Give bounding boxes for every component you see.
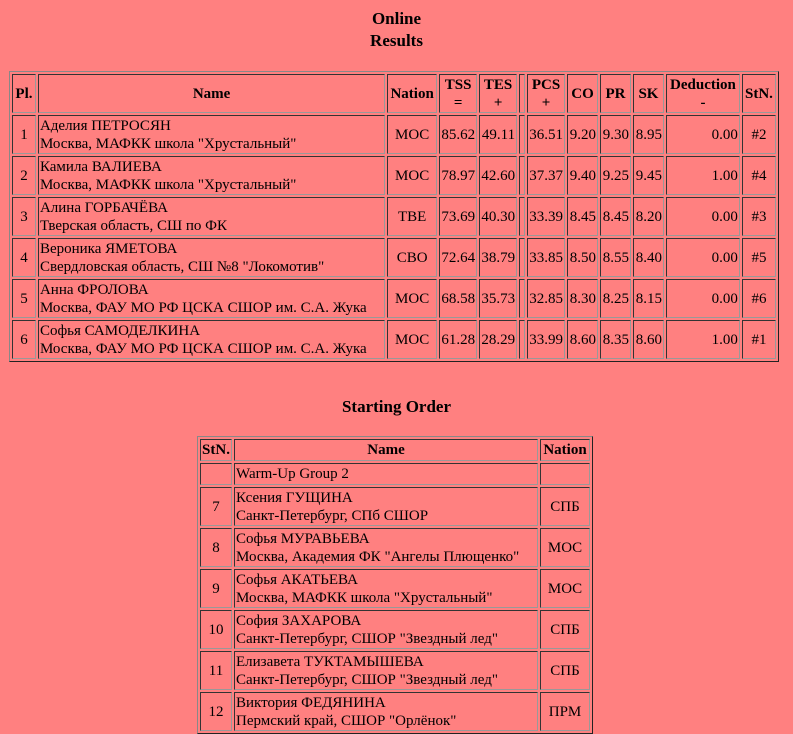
skater-name: Софья АКАТЬЕВА bbox=[236, 571, 358, 588]
cell-nation: MOC bbox=[387, 115, 437, 154]
cell-sk: 8.15 bbox=[633, 279, 664, 318]
skater-name: Софья МУРАВЬЕВА bbox=[236, 530, 370, 547]
results-title-line2: Results bbox=[370, 31, 423, 50]
skater-name: Анна ФРОЛОВА bbox=[39, 281, 149, 298]
col-header-stn: StN. bbox=[742, 74, 776, 113]
cell-nation: СВО bbox=[387, 238, 437, 277]
col-header-pcs bbox=[527, 74, 565, 113]
skater-name: Камила ВАЛИЕВА bbox=[39, 158, 162, 175]
col-header-deduction bbox=[666, 74, 740, 113]
cell-nation: MOC bbox=[387, 279, 437, 318]
cell-tes: 40.30 bbox=[479, 197, 517, 236]
cell-stn: #6 bbox=[742, 279, 776, 318]
cell-deduction: 0.00 bbox=[666, 279, 740, 318]
cell-co: 8.50 bbox=[567, 238, 598, 277]
order-row bbox=[200, 528, 590, 567]
skater-name: Вероника ЯМЕТОВА bbox=[39, 240, 178, 257]
skater-club: Санкт-Петербург, СПб СШОР bbox=[236, 507, 429, 524]
cell-tss: 73.69 bbox=[439, 197, 477, 236]
cell-co: 9.20 bbox=[567, 115, 598, 154]
cell-stn: 9 bbox=[200, 569, 232, 608]
skater-club: Москва, Академия ФК "Ангелы Плющенко" bbox=[236, 548, 520, 565]
cell-name bbox=[38, 320, 385, 359]
order-row bbox=[200, 692, 590, 731]
cell-sk: 8.20 bbox=[633, 197, 664, 236]
cell-stn: #2 bbox=[742, 115, 776, 154]
cell-sk: 8.40 bbox=[633, 238, 664, 277]
deduction-label: Deduction bbox=[670, 76, 736, 93]
cell-pr: 8.45 bbox=[600, 197, 631, 236]
cell-deduction: 0.00 bbox=[666, 115, 740, 154]
cell-name bbox=[234, 487, 538, 526]
order-row bbox=[200, 487, 590, 526]
cell-deduction: 1.00 bbox=[666, 156, 740, 195]
cell-separator bbox=[519, 279, 525, 318]
col-header-pr: PR bbox=[600, 74, 631, 113]
cell-stn: #3 bbox=[742, 197, 776, 236]
col-header-nation: Nation bbox=[387, 74, 437, 113]
cell-nation: СПБ bbox=[540, 651, 590, 690]
col-header-separator bbox=[519, 74, 525, 113]
cell-nation: СПБ bbox=[540, 610, 590, 649]
cell-tss: 61.28 bbox=[439, 320, 477, 359]
cell-stn: 11 bbox=[200, 651, 232, 690]
cell-pr: 8.55 bbox=[600, 238, 631, 277]
skater-club: Санкт-Петербург, СШОР "Звездный лед" bbox=[236, 630, 498, 647]
warmup-group-row bbox=[200, 463, 590, 485]
cell-pr: 8.25 bbox=[600, 279, 631, 318]
cell-name bbox=[38, 197, 385, 236]
skater-club: Москва, МАФКК школа "Хрустальный" bbox=[236, 589, 493, 606]
skater-name: Алина ГОРБАЧЁВА bbox=[39, 199, 168, 216]
cell-place: 3 bbox=[12, 197, 36, 236]
skater-name: Виктория ФЕДЯНИНА bbox=[236, 694, 386, 711]
results-header-row bbox=[12, 74, 776, 113]
cell-nation: MOC bbox=[540, 569, 590, 608]
col-header-sk: SK bbox=[633, 74, 664, 113]
cell-separator bbox=[519, 197, 525, 236]
col-header-place: Pl. bbox=[12, 74, 36, 113]
col-header-stn: StN. bbox=[200, 439, 232, 461]
cell-sk: 8.95 bbox=[633, 115, 664, 154]
results-heading bbox=[0, 8, 793, 52]
cell-pcs: 36.51 bbox=[527, 115, 565, 154]
cell-stn: #4 bbox=[742, 156, 776, 195]
results-title-line1: Online bbox=[371, 9, 422, 28]
cell-nation-empty bbox=[540, 463, 590, 485]
skater-club: Тверская область, СШ по ФК bbox=[39, 217, 228, 234]
starting-order-table bbox=[197, 436, 593, 734]
cell-nation: MOC bbox=[387, 156, 437, 195]
tss-label: TSS bbox=[444, 76, 472, 93]
skater-club: Москва, ФАУ МО РФ ЦСКА СШОР им. С.А. Жука bbox=[39, 299, 367, 316]
cell-nation: ТВЕ bbox=[387, 197, 437, 236]
cell-name bbox=[38, 279, 385, 318]
skater-name: Аделия ПЕТРОСЯН bbox=[39, 117, 171, 134]
cell-name bbox=[234, 692, 538, 731]
cell-tss: 78.97 bbox=[439, 156, 477, 195]
starting-order-heading: Starting Order bbox=[341, 397, 452, 416]
cell-pcs: 33.39 bbox=[527, 197, 565, 236]
cell-sk: 9.45 bbox=[633, 156, 664, 195]
skater-club: Пермский край, СШОР "Орлёнок" bbox=[236, 712, 457, 729]
cell-separator bbox=[519, 320, 525, 359]
tes-sub: + bbox=[493, 94, 503, 111]
cell-nation: MOC bbox=[387, 320, 437, 359]
cell-co: 9.40 bbox=[567, 156, 598, 195]
cell-separator bbox=[519, 156, 525, 195]
result-row bbox=[12, 115, 776, 154]
result-row bbox=[12, 320, 776, 359]
skater-name: Софья САМОДЕЛКИНА bbox=[39, 322, 201, 339]
result-row bbox=[12, 156, 776, 195]
cell-name bbox=[38, 156, 385, 195]
cell-stn: 7 bbox=[200, 487, 232, 526]
cell-tes: 49.11 bbox=[479, 115, 517, 154]
skater-club: Санкт-Петербург, СШОР "Звездный лед" bbox=[236, 671, 498, 688]
skater-club: Москва, МАФКК школа "Хрустальный" bbox=[39, 176, 297, 193]
order-row bbox=[200, 651, 590, 690]
result-row bbox=[12, 279, 776, 318]
skater-club: Москва, ФАУ МО РФ ЦСКА СШОР им. С.А. Жука bbox=[39, 340, 367, 357]
cell-pcs: 32.85 bbox=[527, 279, 565, 318]
cell-nation: MOC bbox=[540, 528, 590, 567]
cell-pr: 9.30 bbox=[600, 115, 631, 154]
tss-sub: = bbox=[453, 94, 463, 111]
cell-pr: 8.35 bbox=[600, 320, 631, 359]
cell-place: 5 bbox=[12, 279, 36, 318]
cell-tes: 28.29 bbox=[479, 320, 517, 359]
cell-stn: #1 bbox=[742, 320, 776, 359]
results-table bbox=[9, 71, 779, 362]
cell-tes: 42.60 bbox=[479, 156, 517, 195]
col-header-nation: Nation bbox=[540, 439, 590, 461]
cell-name bbox=[234, 610, 538, 649]
cell-stn: 8 bbox=[200, 528, 232, 567]
cell-separator bbox=[519, 238, 525, 277]
cell-pcs: 33.99 bbox=[527, 320, 565, 359]
order-header-row bbox=[200, 439, 590, 461]
cell-name bbox=[234, 651, 538, 690]
cell-nation: СПБ bbox=[540, 487, 590, 526]
cell-tss: 85.62 bbox=[439, 115, 477, 154]
cell-pcs: 33.85 bbox=[527, 238, 565, 277]
cell-place: 4 bbox=[12, 238, 36, 277]
cell-deduction: 0.00 bbox=[666, 238, 740, 277]
cell-name bbox=[38, 115, 385, 154]
skater-club: Свердловская область, СШ №8 "Локомотив" bbox=[39, 258, 325, 275]
cell-pcs: 37.37 bbox=[527, 156, 565, 195]
cell-tes: 38.79 bbox=[479, 238, 517, 277]
cell-sk: 8.60 bbox=[633, 320, 664, 359]
warmup-group-label: Warm-Up Group 2 bbox=[234, 463, 538, 485]
col-header-tss bbox=[439, 74, 477, 113]
result-row bbox=[12, 238, 776, 277]
cell-place: 2 bbox=[12, 156, 36, 195]
col-header-tes bbox=[479, 74, 517, 113]
deduction-sub: - bbox=[700, 94, 706, 111]
skater-name: София ЗАХАРОВА bbox=[236, 612, 362, 629]
cell-stn-empty bbox=[200, 463, 232, 485]
cell-pr: 9.25 bbox=[600, 156, 631, 195]
pcs-sub: + bbox=[541, 94, 551, 111]
cell-co: 8.60 bbox=[567, 320, 598, 359]
cell-tss: 72.64 bbox=[439, 238, 477, 277]
cell-tes: 35.73 bbox=[479, 279, 517, 318]
cell-name bbox=[38, 238, 385, 277]
pcs-label: PCS bbox=[531, 76, 561, 93]
cell-name bbox=[234, 528, 538, 567]
tes-label: TES bbox=[483, 76, 513, 93]
skater-club: Москва, МАФКК школа "Хрустальный" bbox=[39, 135, 297, 152]
col-header-name: Name bbox=[38, 74, 385, 113]
col-header-co: CO bbox=[567, 74, 598, 113]
cell-place: 1 bbox=[12, 115, 36, 154]
cell-co: 8.45 bbox=[567, 197, 598, 236]
cell-name bbox=[234, 569, 538, 608]
skater-name: Елизавета ТУКТАМЫШЕВА bbox=[236, 653, 424, 670]
cell-stn: 10 bbox=[200, 610, 232, 649]
cell-stn: 12 bbox=[200, 692, 232, 731]
cell-deduction: 1.00 bbox=[666, 320, 740, 359]
cell-tss: 68.58 bbox=[439, 279, 477, 318]
cell-deduction: 0.00 bbox=[666, 197, 740, 236]
result-row bbox=[12, 197, 776, 236]
cell-co: 8.30 bbox=[567, 279, 598, 318]
cell-separator bbox=[519, 115, 525, 154]
order-row bbox=[200, 569, 590, 608]
cell-place: 6 bbox=[12, 320, 36, 359]
cell-nation: ПРМ bbox=[540, 692, 590, 731]
order-row bbox=[200, 610, 590, 649]
cell-stn: #5 bbox=[742, 238, 776, 277]
col-header-name: Name bbox=[234, 439, 538, 461]
skater-name: Ксения ГУЩИНА bbox=[236, 489, 353, 506]
